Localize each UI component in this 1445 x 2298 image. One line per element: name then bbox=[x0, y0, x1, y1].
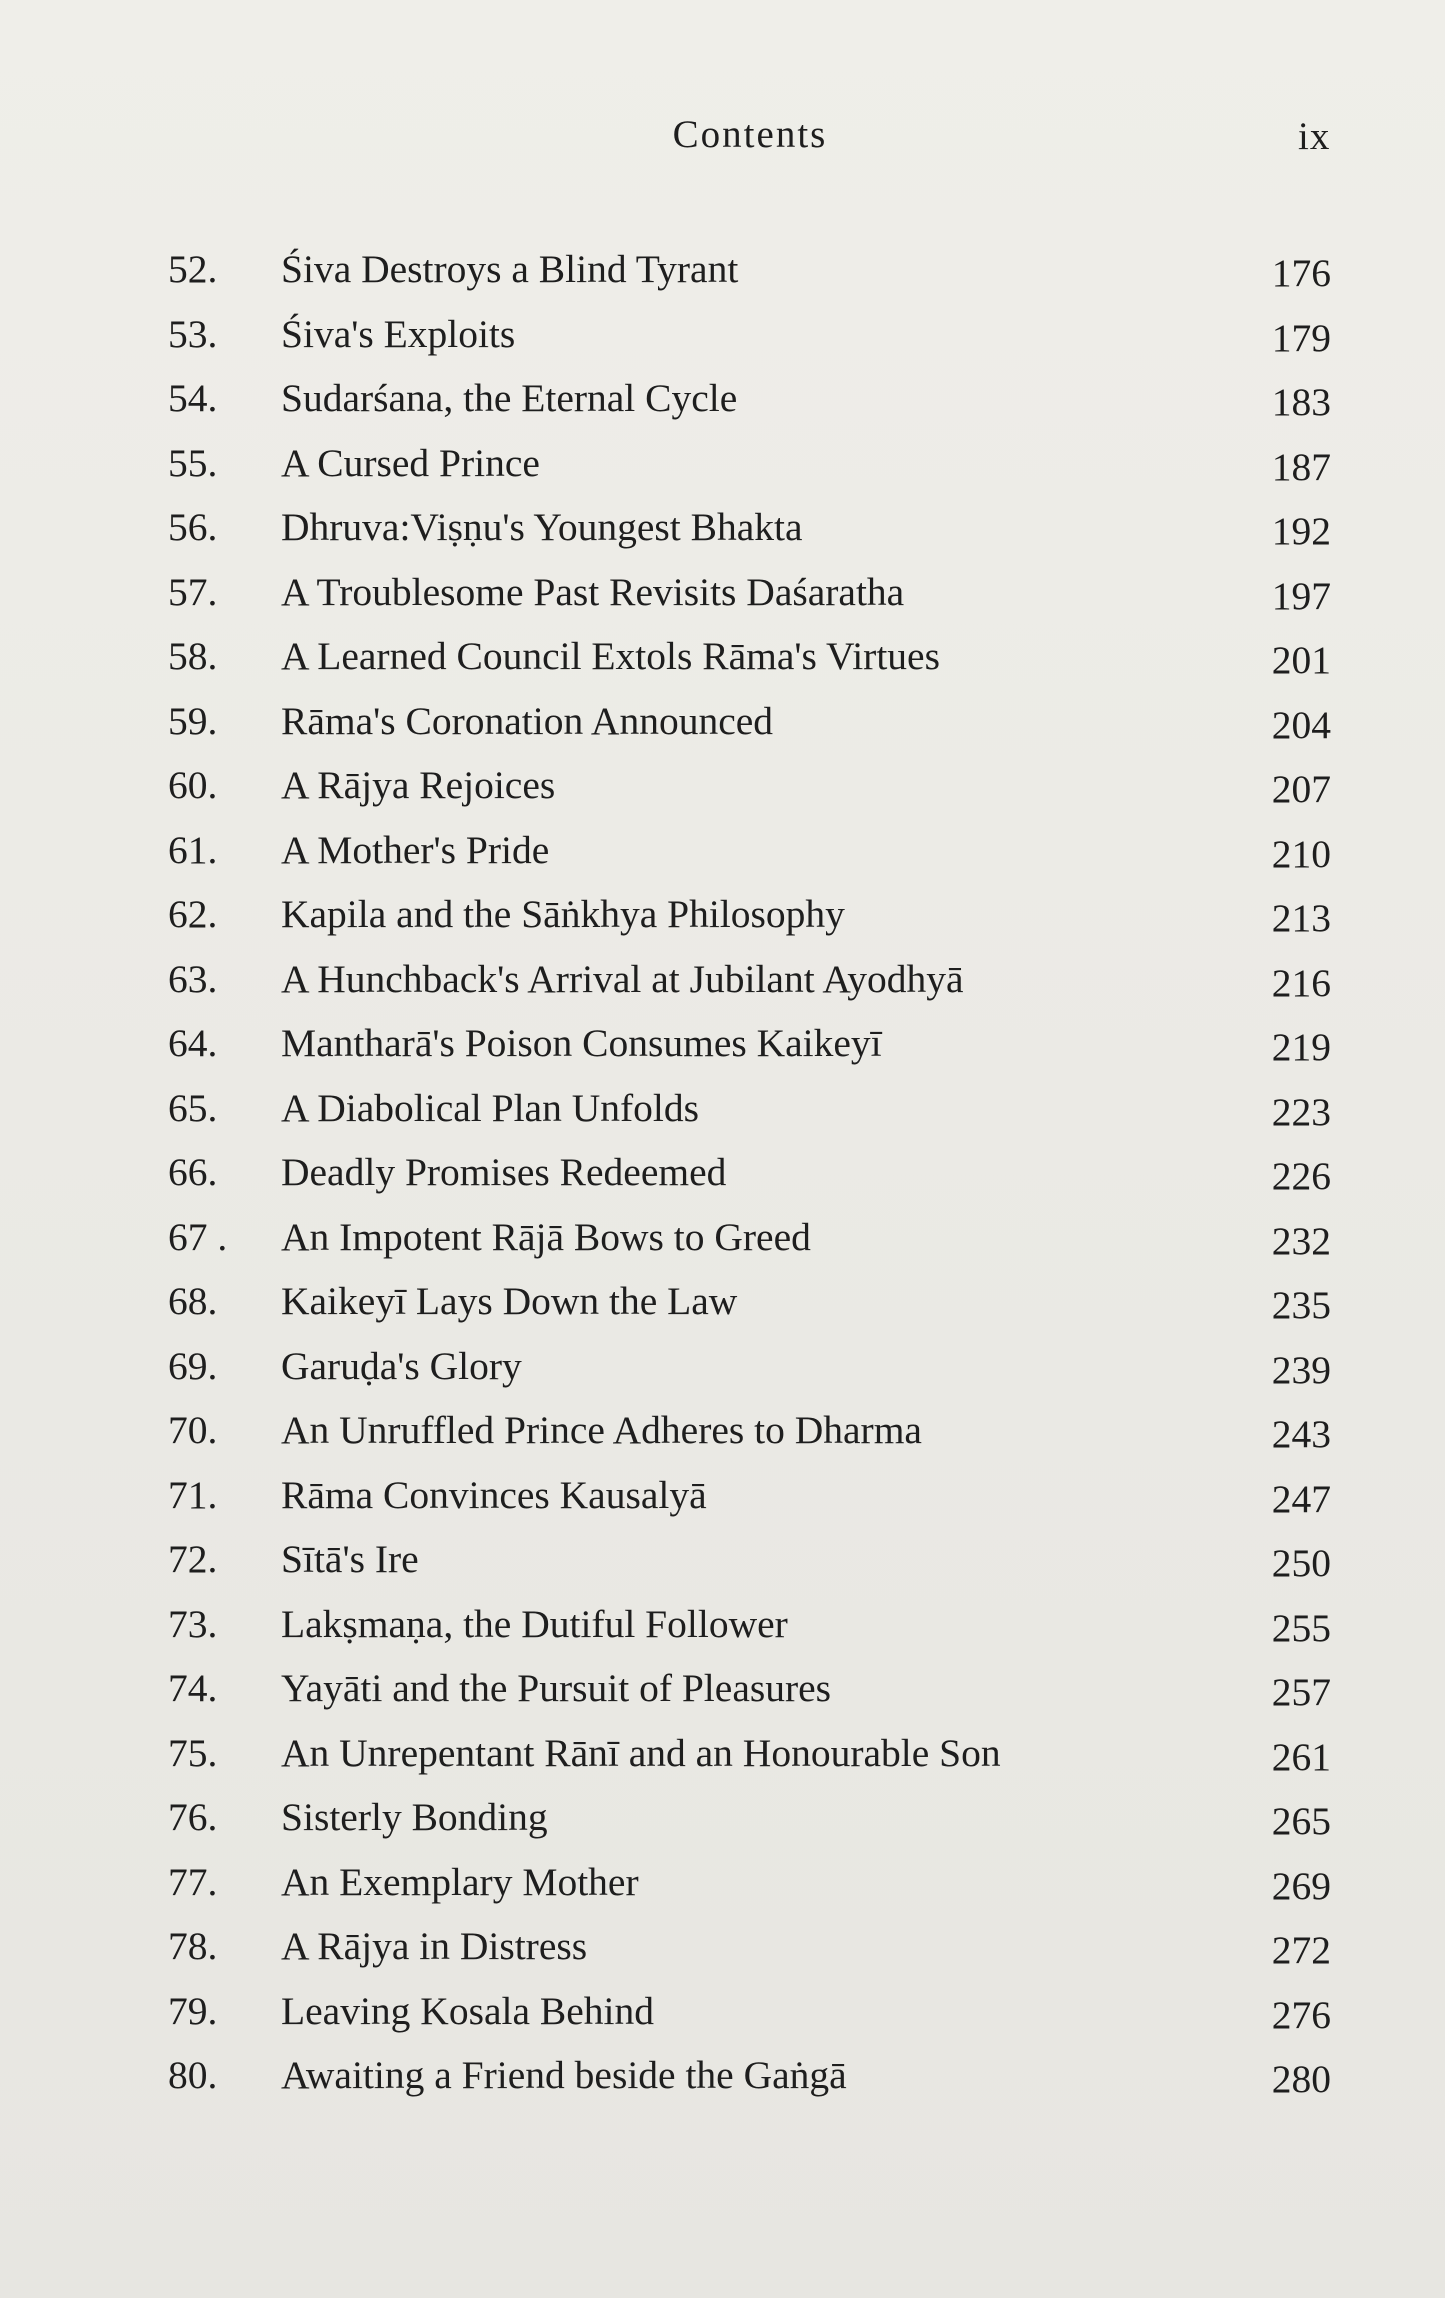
chapter-number: 65. bbox=[168, 1085, 218, 1130]
chapter-number: 67 . bbox=[168, 1214, 228, 1259]
toc-entry bbox=[0, 431, 1445, 496]
chapter-page-number: 235 bbox=[1271, 1283, 1331, 1327]
toc-entry bbox=[0, 1979, 1445, 2044]
chapter-page-number: 197 bbox=[1271, 573, 1331, 618]
toc-entry bbox=[0, 302, 1445, 367]
chapter-title: An Impotent Rājā Bows to Greed bbox=[281, 1214, 811, 1259]
chapter-title: Śiva Destroys a Blind Tyrant bbox=[281, 247, 739, 291]
chapter-page-number: 192 bbox=[1271, 509, 1331, 553]
toc-entry bbox=[0, 689, 1445, 754]
chapter-number: 63. bbox=[168, 956, 218, 1001]
chapter-title: A Mother's Pride bbox=[281, 827, 550, 872]
chapter-number: 54. bbox=[168, 376, 218, 420]
chapter-number: 57. bbox=[168, 569, 218, 614]
chapter-page-number: 213 bbox=[1271, 896, 1331, 940]
chapter-page-number: 179 bbox=[1271, 315, 1331, 360]
toc-entry bbox=[0, 624, 1445, 689]
chapter-title: Rāma Convinces Kausalyā bbox=[281, 1472, 707, 1517]
toc-entry bbox=[0, 1527, 1445, 1592]
toc-entry bbox=[0, 1463, 1445, 1528]
chapter-page-number: 269 bbox=[1271, 1863, 1331, 1908]
toc-entry bbox=[0, 1269, 1445, 1334]
chapter-page-number: 176 bbox=[1271, 251, 1331, 295]
chapter-number: 69. bbox=[168, 1343, 218, 1388]
chapter-title: Sudarśana, the Eternal Cycle bbox=[281, 376, 738, 420]
toc-entry bbox=[0, 237, 1445, 302]
chapter-number: 56. bbox=[168, 505, 218, 549]
chapter-number: 64. bbox=[168, 1021, 218, 1065]
chapter-page-number: 247 bbox=[1271, 1476, 1331, 1521]
chapter-page-number: 183 bbox=[1271, 380, 1331, 424]
toc-entry bbox=[0, 1850, 1445, 1915]
toc-entry bbox=[0, 818, 1445, 883]
chapter-page-number: 210 bbox=[1271, 831, 1331, 876]
chapter-title: Kaikeyī Lays Down the Law bbox=[281, 1279, 738, 1323]
chapter-page-number: 276 bbox=[1271, 1992, 1331, 2037]
toc-entry bbox=[0, 495, 1445, 560]
chapter-number: 74. bbox=[168, 1666, 218, 1710]
chapter-title: A Cursed Prince bbox=[281, 440, 540, 485]
toc-entry bbox=[0, 1592, 1445, 1657]
toc-entry bbox=[0, 1398, 1445, 1463]
chapter-title: A Troublesome Past Revisits Daśaratha bbox=[281, 569, 905, 614]
chapter-title: Awaiting a Friend beside the Gaṅgā bbox=[281, 2053, 847, 2097]
toc-entry bbox=[0, 1011, 1445, 1076]
chapter-page-number: 250 bbox=[1271, 1541, 1331, 1585]
chapter-title: Sisterly Bonding bbox=[281, 1795, 548, 1839]
chapter-page-number: 272 bbox=[1271, 1928, 1331, 1972]
chapter-title: A Learned Council Extols Rāma's Virtues bbox=[281, 634, 940, 678]
toc-entry bbox=[0, 1076, 1445, 1141]
toc-entry bbox=[0, 1205, 1445, 1270]
page-title: Contents bbox=[672, 113, 828, 156]
chapter-number: 70. bbox=[168, 1408, 218, 1452]
chapter-page-number: 257 bbox=[1271, 1670, 1331, 1714]
chapter-title: A Diabolical Plan Unfolds bbox=[281, 1085, 699, 1130]
chapter-title: Sītā's Ire bbox=[281, 1537, 419, 1581]
chapter-page-number: 232 bbox=[1271, 1218, 1331, 1263]
chapter-page-number: 280 bbox=[1271, 2057, 1331, 2101]
chapter-number: 77. bbox=[168, 1859, 218, 1904]
chapter-title: Mantharā's Poison Consumes Kaikeyī bbox=[281, 1021, 882, 1065]
toc-entry bbox=[0, 947, 1445, 1012]
chapter-number: 53. bbox=[168, 311, 218, 356]
chapter-page-number: 261 bbox=[1271, 1734, 1331, 1779]
chapter-number: 55. bbox=[168, 440, 218, 485]
chapter-page-number: 216 bbox=[1271, 960, 1331, 1005]
toc-entry bbox=[0, 882, 1445, 947]
chapter-number: 62. bbox=[168, 892, 218, 936]
chapter-title: Deadly Promises Redeemed bbox=[281, 1150, 727, 1194]
chapter-page-number: 265 bbox=[1271, 1799, 1331, 1843]
toc-entry bbox=[0, 1334, 1445, 1399]
chapter-page-number: 239 bbox=[1271, 1347, 1331, 1392]
toc-entry bbox=[0, 1785, 1445, 1850]
toc-entry bbox=[0, 1721, 1445, 1786]
chapter-page-number: 223 bbox=[1271, 1089, 1331, 1134]
toc-entry bbox=[0, 1140, 1445, 1205]
toc-entry bbox=[0, 1656, 1445, 1721]
table-of-contents bbox=[0, 237, 1445, 2108]
chapter-number: 52. bbox=[168, 247, 218, 291]
chapter-page-number: 207 bbox=[1271, 767, 1331, 811]
chapter-title: Garuḍa's Glory bbox=[281, 1343, 522, 1388]
chapter-page-number: 219 bbox=[1271, 1025, 1331, 1069]
chapter-title: Yayāti and the Pursuit of Pleasures bbox=[281, 1666, 832, 1710]
toc-entry bbox=[0, 2043, 1445, 2108]
chapter-number: 58. bbox=[168, 634, 218, 678]
chapter-title: An Unruffled Prince Adheres to Dharma bbox=[281, 1408, 922, 1452]
toc-entry bbox=[0, 366, 1445, 431]
chapter-title: An Exemplary Mother bbox=[281, 1859, 639, 1904]
chapter-page-number: 226 bbox=[1271, 1154, 1331, 1198]
header-page-number: ix bbox=[1298, 115, 1331, 158]
chapter-page-number: 187 bbox=[1271, 444, 1331, 489]
chapter-title: Śiva's Exploits bbox=[281, 311, 516, 356]
toc-entry bbox=[0, 560, 1445, 625]
chapter-number: 68. bbox=[168, 1279, 218, 1323]
chapter-page-number: 201 bbox=[1271, 638, 1331, 682]
chapter-title: An Unrepentant Rānī and an Honourable Son bbox=[281, 1730, 1001, 1775]
chapter-number: 79. bbox=[168, 1988, 218, 2033]
chapter-title: Rāma's Coronation Announced bbox=[281, 698, 774, 743]
chapter-number: 75. bbox=[168, 1730, 218, 1775]
chapter-number: 61. bbox=[168, 827, 218, 872]
chapter-title: Dhruva:Viṣṇu's Youngest Bhakta bbox=[281, 505, 803, 549]
chapter-number: 59. bbox=[168, 698, 218, 743]
chapter-number: 80. bbox=[168, 2053, 218, 2097]
chapter-number: 66. bbox=[168, 1150, 218, 1194]
chapter-number: 72. bbox=[168, 1537, 218, 1581]
chapter-page-number: 204 bbox=[1271, 702, 1331, 747]
chapter-title: Lakṣmaṇa, the Dutiful Follower bbox=[281, 1601, 788, 1646]
chapter-number: 73. bbox=[168, 1601, 218, 1646]
chapter-title: A Rājya in Distress bbox=[281, 1924, 588, 1968]
chapter-title: A Hunchback's Arrival at Jubilant Ayodhyā bbox=[281, 956, 964, 1001]
toc-entry bbox=[0, 753, 1445, 818]
chapter-number: 78. bbox=[168, 1924, 218, 1968]
chapter-page-number: 243 bbox=[1271, 1412, 1331, 1456]
chapter-title: Leaving Kosala Behind bbox=[281, 1988, 654, 2033]
chapter-page-number: 255 bbox=[1271, 1605, 1331, 1650]
chapter-number: 71. bbox=[168, 1472, 218, 1517]
toc-entry bbox=[0, 1914, 1445, 1979]
chapter-title: Kapila and the Sāṅkhya Philosophy bbox=[281, 892, 845, 936]
chapter-title: A Rājya Rejoices bbox=[281, 763, 556, 807]
chapter-number: 60. bbox=[168, 763, 218, 807]
chapter-number: 76. bbox=[168, 1795, 218, 1839]
